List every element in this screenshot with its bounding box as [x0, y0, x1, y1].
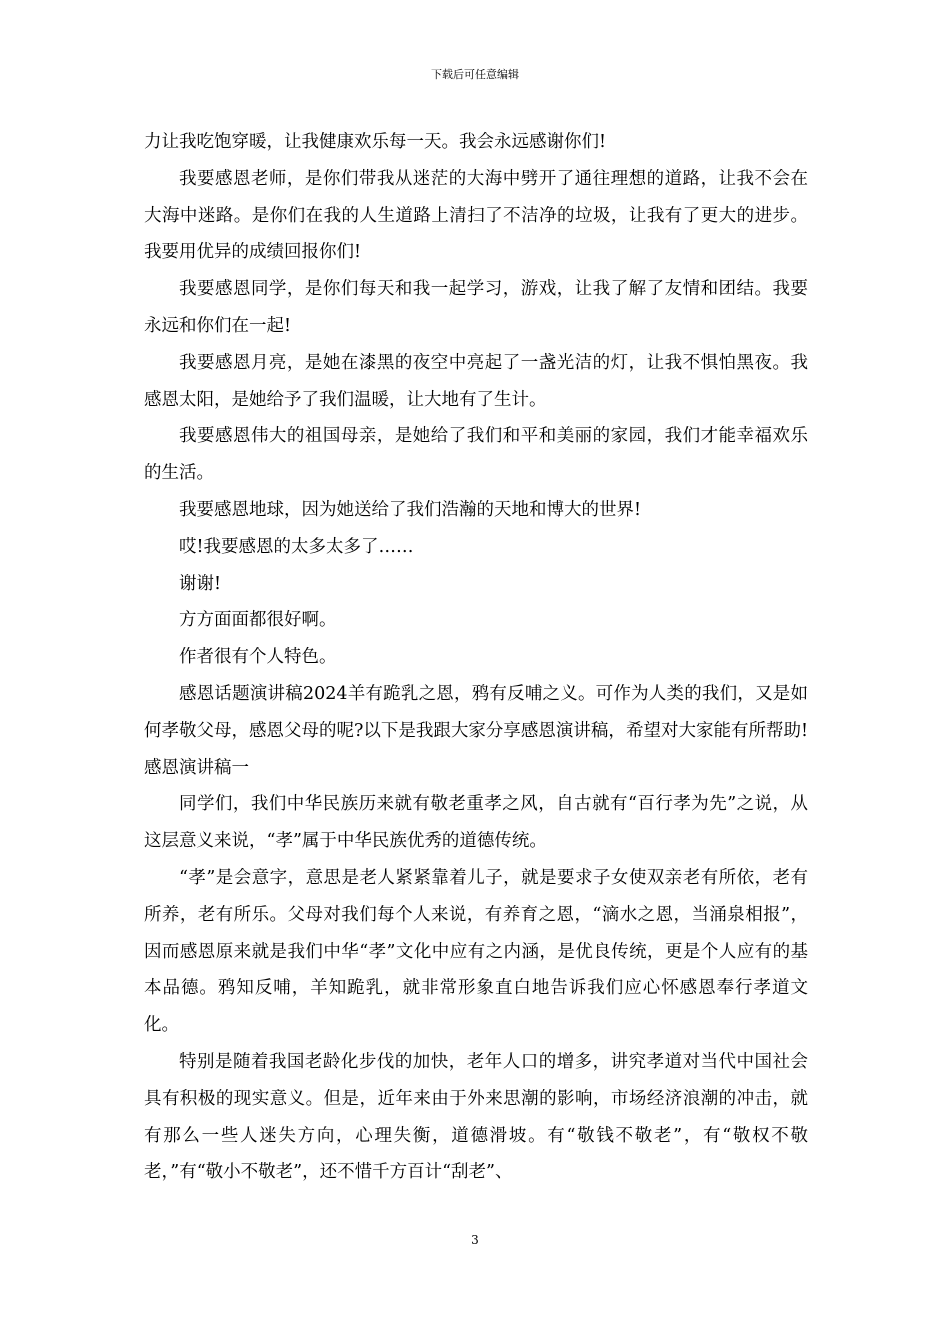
- paragraph: 作者很有个人特色。: [179, 647, 337, 668]
- paragraph: 哎!我要感恩的太多太多了……: [179, 536, 414, 557]
- paragraph: 我要感恩月亮，是她在漆黑的夜空中亮起了一盏光洁的灯，让我不惧怕黑夜。我感恩太阳，是她给予了我们温暖，让大地有了生计。: [144, 352, 808, 410]
- paragraph: 我要感恩伟大的祖国母亲，是她给了我们和平和美丽的家园，我们才能幸福欢乐的生活。: [144, 426, 808, 484]
- paragraph: “孝”是会意字，意思是老人紧紧靠着儿子，就是要求子女使双亲老有所依，老有所养，老有所乐。父母对我们每个人来说，有养育之恩，“滴水之恩，当涌泉相报”，因而感恩原来就是我们中华“孝”文化中应有之内涵，是优良传统，更是个人应有的基本品德。鸦知反哺，羊知跪乳，就非常形象直白地告诉我们应心怀感恩奉行孝道文化。: [144, 867, 808, 1036]
- paragraph: 我要感恩地球，因为她送给了我们浩瀚的天地和博大的世界!: [179, 499, 642, 520]
- paragraph: 力让我吃饱穿暖，让我健康欢乐每一天。我会永远感谢你们!: [144, 132, 607, 152]
- paragraph: 我要感恩老师，是你们带我从迷茫的大海中劈开了通往理想的道路，让我不会在大海中迷路。是你们在我的人生道路上清扫了不洁净的垃圾，让我有了更大的进步。我要用优异的成绩回报你们!: [144, 168, 808, 263]
- paragraph: 谢谢!: [179, 573, 222, 594]
- paragraph: 方方面面都很好啊。: [179, 610, 337, 631]
- page-header: 下载后可任意编辑: [431, 68, 519, 81]
- page-number: 3: [471, 1233, 479, 1247]
- document-body: [144, 124, 808, 1191]
- paragraph: 特别是随着我国老龄化步伐的加快，老年人口的增多，讲究孝道对当代中国社会具有积极的现实意义。但是，近年来由于外来思潮的影响，市场经济浪潮的冲击，就有那么一些人迷失方向，心理失衡，道德滑坡。有“敬钱不敬老”，有“敬权不敬老，”有“敬小不敬老”，还不惜千方百计“刮老”、: [144, 1051, 808, 1183]
- paragraph: 感恩话题演讲稿2024羊有跪乳之恩，鸦有反哺之义。可作为人类的我们，又是如何孝敬父母，感恩父母的呢?以下是我跟大家分享感恩演讲稿，希望对大家能有所帮助!感恩演讲稿一: [144, 683, 808, 778]
- paragraph: 同学们，我们中华民族历来就有敬老重孝之风，自古就有“百行孝为先”之说，从这层意义来说，“孝”属于中华民族优秀的道德传统。: [144, 794, 808, 852]
- paragraph: 我要感恩同学，是你们每天和我一起学习，游戏，让我了解了友情和团结。我要永远和你们在一起!: [144, 279, 808, 336]
